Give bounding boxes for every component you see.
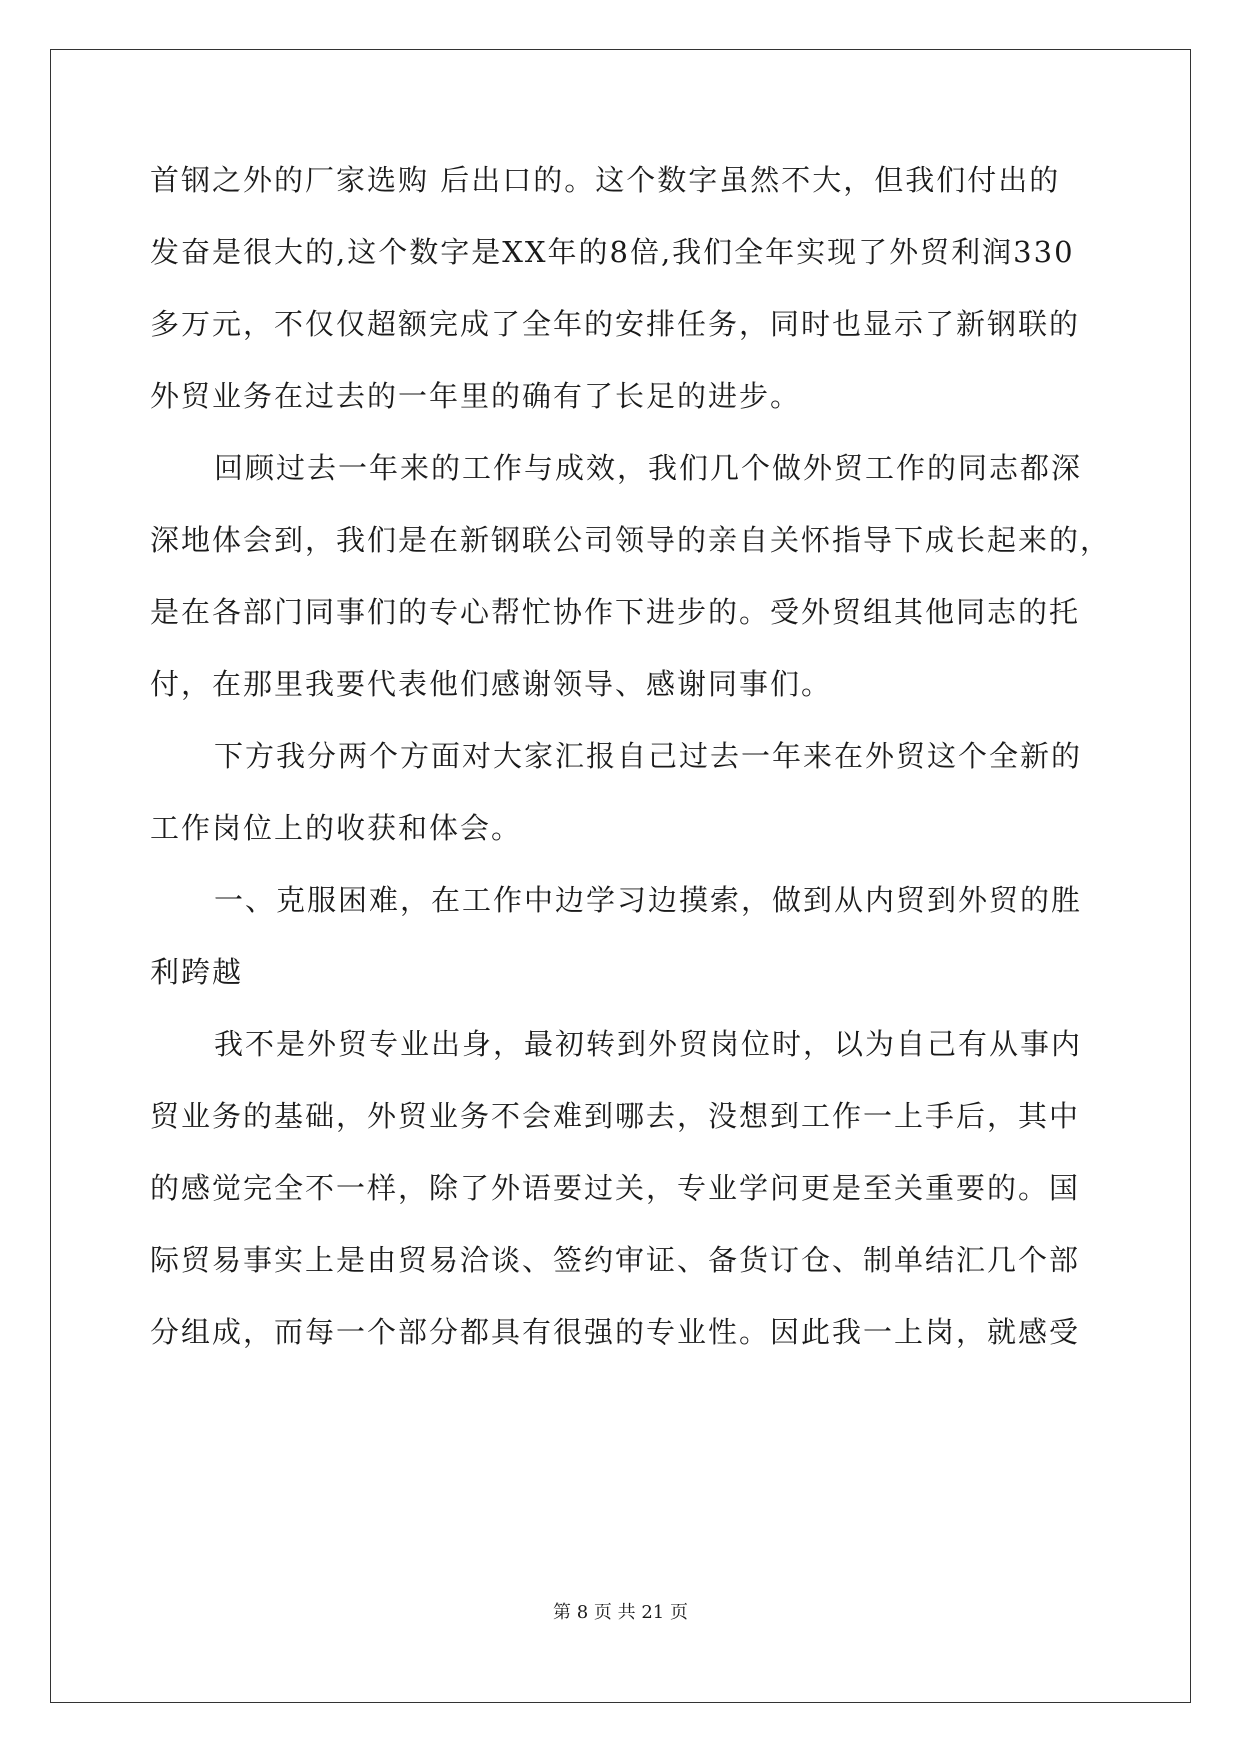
text-line: 际贸易事实上是由贸易洽谈、签约审证、备货订仓、制单结汇几个部 <box>150 1243 1081 1277</box>
text-line: 首钢之外的厂家选购 后出口的。这个数字虽然不大，但我们付出的 <box>150 163 1061 197</box>
page-number-footer: 第 8 页 共 21 页 <box>553 1602 688 1623</box>
text-line: 下方我分两个方面对大家汇报自己过去一年来在外贸这个全新的 <box>214 739 1083 773</box>
text-line: 是在各部门同事们的专心帮忙协作下进步的。受外贸组其他同志的托 <box>150 595 1081 629</box>
text-line: 分组成，而每一个部分都具有很强的专业性。因此我一上岗，就感受 <box>150 1315 1081 1349</box>
text-line: 我不是外贸专业出身，最初转到外贸岗位时，以为自己有从事内 <box>214 1027 1083 1061</box>
text-line: 的感觉完全不一样，除了外语要过关，专业学问更是至关重要的。国 <box>150 1171 1081 1205</box>
text-line: 深地体会到，我们是在新钢联公司领导的亲自关怀指导下成长起来的， <box>150 523 1112 557</box>
text-line: 多万元，不仅仅超额完成了全年的安排任务，同时也显示了新钢联的 <box>150 307 1081 341</box>
text-line: 付，在那里我要代表他们感谢领导、感谢同事们。 <box>150 667 833 701</box>
text-line: 贸业务的基础，外贸业务不会难到哪去，没想到工作一上手后，其中 <box>150 1099 1081 1133</box>
text-line: 利跨越 <box>150 955 244 989</box>
text-line: 回顾过去一年来的工作与成效，我们几个做外贸工作的同志都深 <box>214 451 1083 485</box>
text-line: 外贸业务在过去的一年里的确有了长足的进步。 <box>150 379 802 413</box>
text-line: 一、克服困难，在工作中边学习边摸索，做到从内贸到外贸的胜 <box>214 883 1083 917</box>
page-frame <box>50 49 1191 1703</box>
text-line: 工作岗位上的收获和体会。 <box>150 811 523 845</box>
text-line: 发奋是很大的,这个数字是XX年的8倍,我们全年实现了外贸利润330 <box>150 235 1075 269</box>
